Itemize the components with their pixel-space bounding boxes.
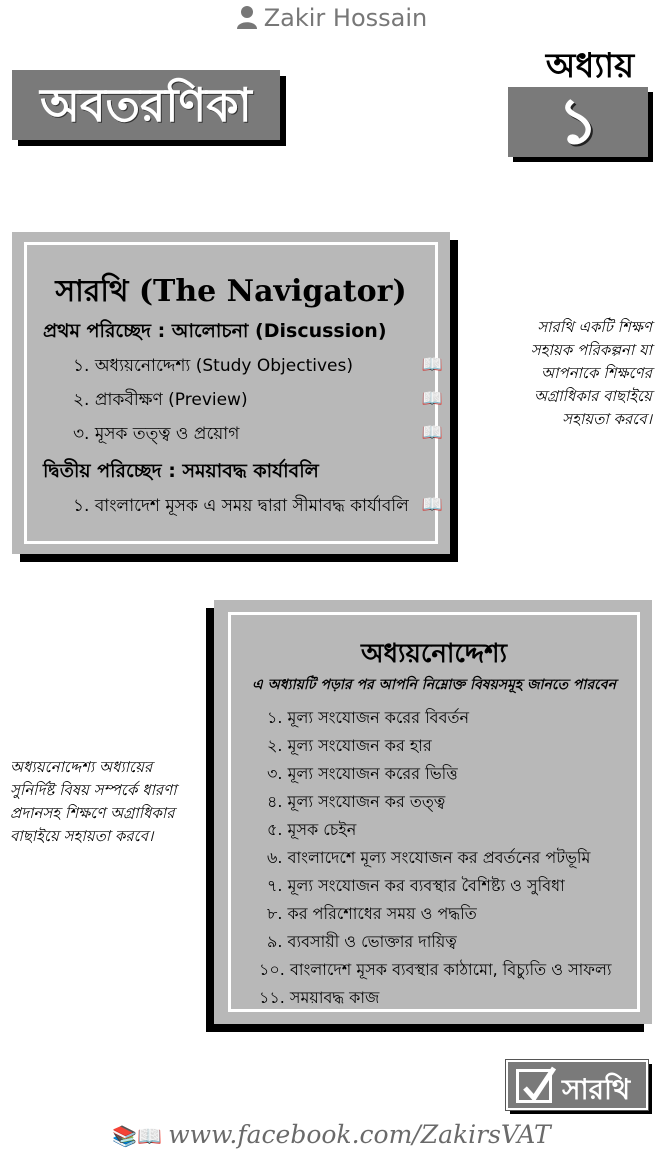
navigator-box	[12, 232, 450, 554]
objective-item: ৬. বাংলাদেশে মূল্য সংযোজন কর প্রবর্তনের পটভূমি	[267, 848, 591, 867]
chapter-label: অধ্যায়	[545, 46, 635, 86]
author-line	[0, 4, 663, 32]
navigator-frame	[24, 242, 443, 544]
person-icon	[236, 5, 258, 29]
objective-item: ১১. সময়াবদ্ধ কাজ	[259, 988, 380, 1007]
navigator-item: ১. অধ্যয়নোদ্দেশ্য (Study Objectives) 📖	[73, 355, 443, 376]
sarathi-badge	[506, 1060, 648, 1110]
chapter-title: অবতরণিকা	[40, 78, 252, 132]
checkmark-icon	[521, 1064, 557, 1106]
footer-url[interactable]: www.facebook.com/ZakirsVAT	[168, 1120, 551, 1149]
objective-item: ৪. মূল্য সংযোজন কর তত্ত্ব	[267, 792, 446, 811]
objectives-frame	[228, 612, 640, 1012]
sarathi-badge-label: সারথি	[562, 1073, 631, 1106]
objectives-subtitle: এ অধ্যায়টি পড়ার পর আপনি নিম্নোক্ত বিষয়সমূহ জানতে পারবেন	[252, 677, 616, 693]
navigator-item: ১. বাংলাদেশ মূসক এ সময় দ্বারা সীমাবদ্ধ কার্যাবলি 📖	[73, 495, 443, 516]
side-note-navigator: সারথি একটি শিক্ষণ সহায়ক পরিকল্পনা যা আপনাকে শিক্ষণের অগ্রাধিকার বাছাইয়ে সহায়তা করবে।	[530, 318, 652, 428]
author-name: Zakir Hossain	[263, 4, 428, 32]
objective-item: ৩. মূল্য সংযোজন করের ভিত্তি	[267, 764, 458, 783]
book-icon: 📖	[421, 423, 443, 443]
objective-item: ৫. মূসক চেইন	[267, 820, 357, 839]
navigator-title: সারথি (The Navigator)	[55, 274, 407, 309]
chapter-number-box	[508, 84, 648, 159]
footer	[0, 1120, 663, 1149]
objective-item: ২. মূল্য সংযোজন কর হার	[267, 736, 432, 755]
objectives-box	[214, 600, 652, 1024]
book-icon: 📖	[421, 389, 443, 409]
objectives-title: অধ্যয়নোদ্দেশ্য	[360, 639, 508, 669]
navigator-part-2: দ্বিতীয় পরিচ্ছেদ : সময়াবদ্ধ কার্যাবলি	[43, 460, 319, 482]
navigator-part-1: প্রথম পরিচ্ছেদ : আলোচনা (Discussion)	[43, 320, 387, 342]
objective-item: ৭. মূল্য সংযোজন কর ব্যবস্থার বৈশিষ্ট্য ও সুবিধা	[267, 876, 565, 895]
objective-item: ৯. ব্যবসায়ী ও ভোক্তার দায়িত্ব	[267, 932, 457, 951]
book-icon: 📖	[421, 495, 443, 515]
side-note-objectives: অধ্যয়নোদ্দেশ্য অধ্যায়ের সুনির্দিষ্ট বিষয় সম্পর্কে ধারণা প্রদানসহ শিক্ষণে অগ্রাধিকার বাছাইয়ে সহায়তা করবে।	[10, 758, 177, 845]
book-icon: 📖	[421, 355, 443, 375]
chapter-title-box	[12, 70, 280, 140]
navigator-item: ২. প্রাকবীক্ষণ (Preview) 📖	[73, 389, 443, 410]
objective-item: ১০. বাংলাদেশ মূসক ব্যবস্থার কাঠামো, বিচ্যুতি ও সাফল্য	[259, 960, 612, 979]
checkbox-icon	[516, 1069, 552, 1103]
books-icon: 📚📖	[112, 1124, 163, 1148]
objective-item: ১. মূল্য সংযোজন করের বিবর্তন	[267, 708, 470, 727]
chapter-number: ১	[557, 84, 599, 159]
navigator-item: ৩. মূসক তত্ত্ব ও প্রয়োগ 📖	[73, 423, 443, 444]
objective-item: ৮. কর পরিশোধের সময় ও পদ্ধতি	[267, 904, 477, 923]
